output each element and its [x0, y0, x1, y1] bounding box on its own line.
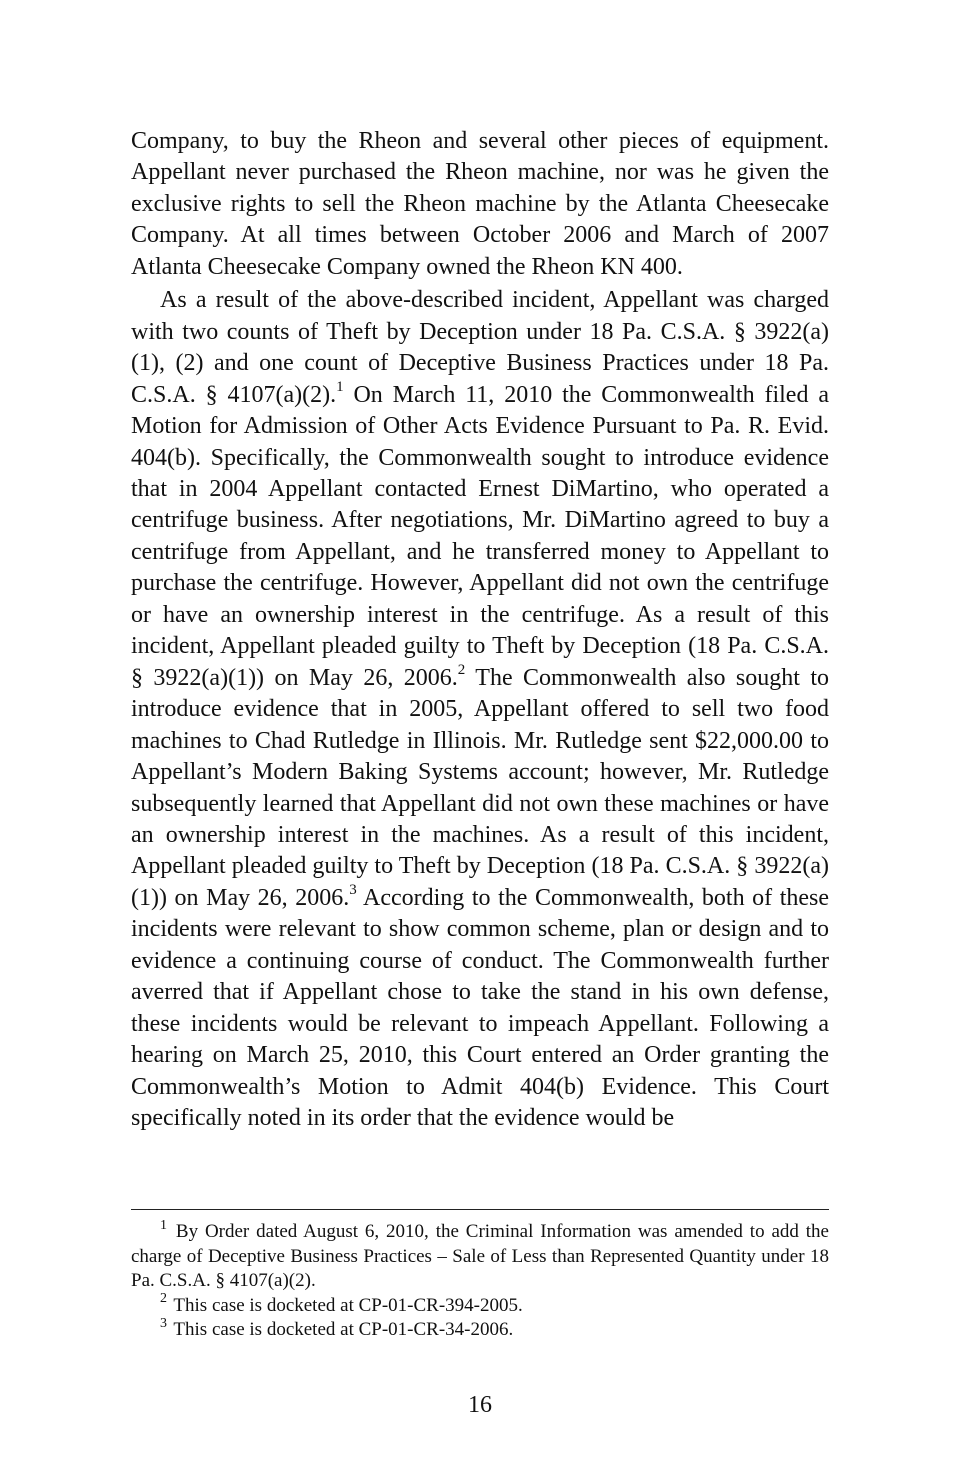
- footnote-number-3: 3: [160, 1315, 167, 1331]
- footnote-ref-3: 3: [349, 881, 357, 898]
- footnote-text-3: This case is docketed at CP-01-CR-34-2006.: [173, 1319, 514, 1340]
- footnote-1: [131, 1217, 829, 1294]
- footnote-3: [131, 1315, 829, 1343]
- paragraph-2-part-b: On March 11, 2010 the Commonwealth filed a Motion for Admission of Other Acts Evidence Pursuant to Pa. R. Evid. 404(b). Specifically, the Commonwealth sought to introduce evidence that in 2004 Appellant contacted Ernest DiMartino, who operated a centrifuge business. After negotiations, Mr. DiMartino agreed to buy a centrifuge from Appellant, and he transferred money to Appellant to purchase the centrifuge. However, Appellant did not own the centrifuge or have an ownership interest in the centrifuge. As a result of this incident, Appellant pleaded guilty to Theft by Deception (18 Pa. C.S.A. § 3922(a)(1)) on May 26, 2006.: [131, 381, 829, 691]
- paragraph-1: Company, to buy the Rheon and several other pieces of equipment. Appellant never purchased the Rheon machine, nor was he given the exclusive rights to sell the Rheon machine by the Atlanta Cheesecake Company. At all times between October 2006 and March of 2007 Atlanta Cheesecake Company owned the Rheon KN 400.: [131, 128, 829, 280]
- footnote-text-1: By Order dated August 6, 2010, the Criminal Information was amended to add the charge of Deceptive Business Practices – Sale of Less than Represented Quantity under 18 Pa. C.S.A. § 4107(a)(2).: [131, 1221, 829, 1291]
- page-number: 16: [468, 1392, 492, 1418]
- paragraph-2-part-c: The Commonwealth also sought to introduce evidence that in 2005, Appellant offered to sell two food machines to Chad Rutledge in Illinois. Mr. Rutledge sent $22,000.00 to Appellant’s Modern Baking Systems account; however, Mr. Rutledge subsequently learned that Appellant did not own these machines or have an ownership interest in the machines. As a result of this incident, Appellant pleaded guilty to Theft by Deception (18 Pa. C.S.A. § 3922(a)(1)) on May 26, 2006.: [131, 664, 830, 911]
- paragraph-2: [131, 285, 829, 1134]
- footnote-divider: [131, 1209, 829, 1210]
- footnote-number-2: 2: [160, 1291, 167, 1307]
- paragraph-2-part-a: As a result of the above-described incident, Appellant was charged with two counts of Theft by Deception under 18 Pa. C.S.A. § 3922(a) (1), (2) and one count of Deceptive Business Practices under 18 Pa. C.S.A. § 4107(a)(2).: [131, 287, 829, 408]
- footnote-ref-2: 2: [457, 661, 466, 678]
- footnote-text-2: This case is docketed at CP-01-CR-394-2005.: [173, 1294, 523, 1316]
- footnotes: [131, 1217, 829, 1343]
- footnote-number-1: 1: [160, 1217, 167, 1233]
- footnote-ref-1: 1: [336, 378, 344, 395]
- footnote-2: [131, 1291, 829, 1319]
- paragraph-2-part-d: According to the Commonwealth, both of these incidents were relevant to show common scheme, plan or design and to evidence a continuing course of conduct. The Commonwealth further averred that if Appellant chose to take the stand in his own defense, these incidents would be relevant to impeach Appellant. Following a hearing on March 25, 2010, this Court entered an Order granting the Commonwealth’s Motion to Admit 404(b) Evidence. This Court specifically noted in its order that the evidence would be: [131, 884, 830, 1132]
- body-text: [131, 126, 829, 1135]
